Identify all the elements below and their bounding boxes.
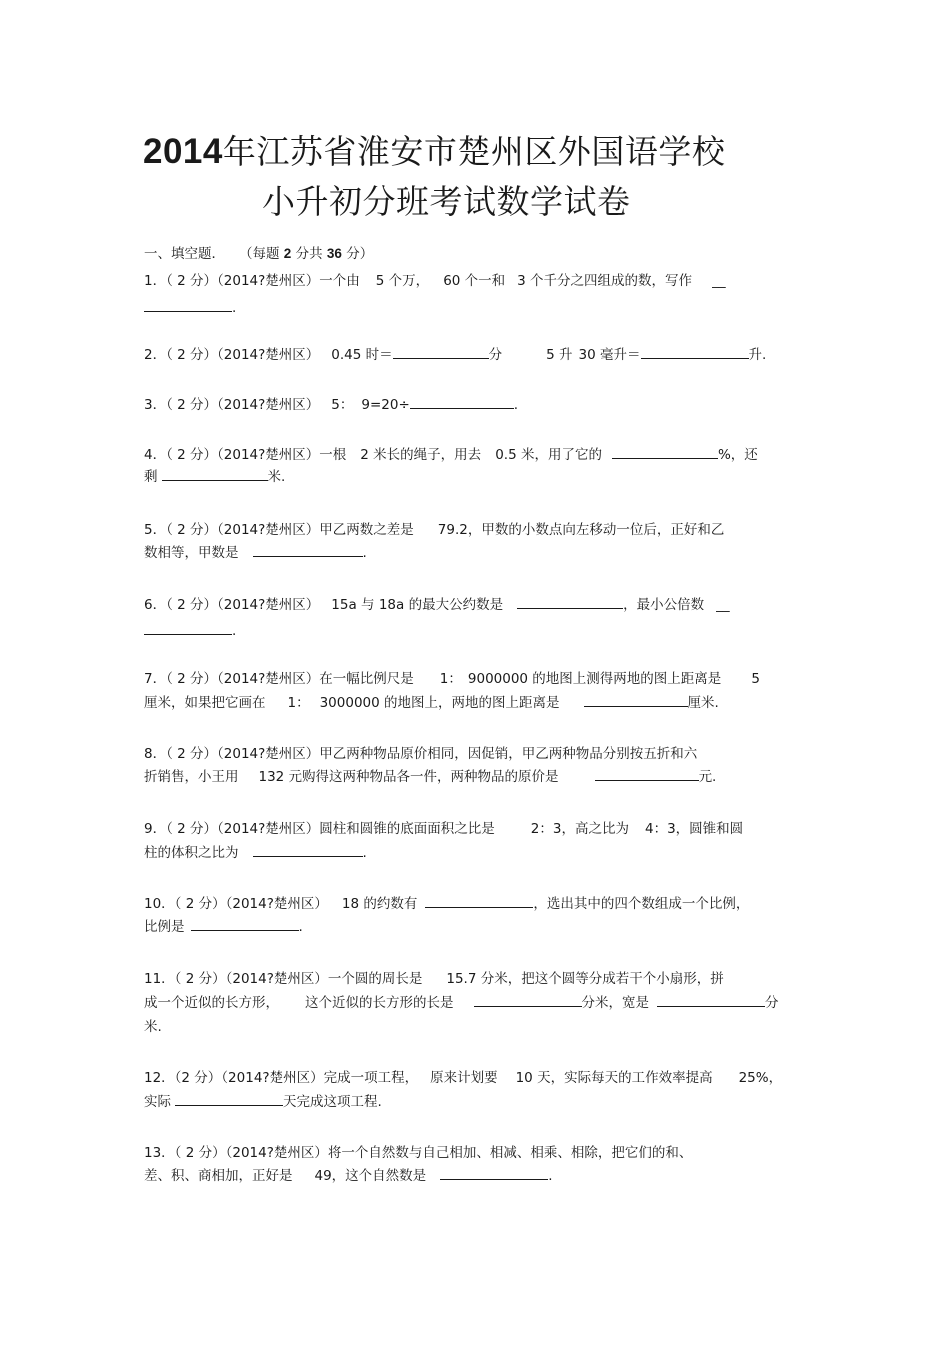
answer-blank[interactable] <box>595 768 699 781</box>
question-text: 2．（ 2 分）（2014?楚州区） <box>144 347 320 363</box>
question-text: . <box>513 397 519 413</box>
question-text: 15.7 分米，把这个圆等分成若干个小扇形，拼 <box>446 971 724 987</box>
question-text: 厘米，如果把它画在 <box>144 695 266 711</box>
question-text: 分米，宽是 <box>581 995 649 1011</box>
answer-blank[interactable] <box>612 446 718 459</box>
question-text: 5 个万， <box>375 273 430 289</box>
question-text: . <box>232 623 237 639</box>
question-text: 2：3，高之比为 <box>530 821 629 837</box>
question-12-line-1 <box>144 1069 782 1087</box>
question-text: 3．（ 2 分）（2014?楚州区） <box>144 397 320 413</box>
question-text: （每题 <box>239 246 280 262</box>
question-text: 分 <box>765 995 779 1011</box>
question-text: 这个近似的长方形的长是 <box>305 995 454 1011</box>
question-text: 8．（ 2 分）（2014?楚州区）甲乙两种物品原价相同，因促销，甲乙两种物品分别按五折和六 <box>144 746 698 762</box>
question-text: 49，这个自然数是 <box>314 1168 427 1184</box>
question-9-line-1 <box>144 820 743 838</box>
answer-blank[interactable] <box>517 596 623 609</box>
question-text: 3000000 的地图上，两地的图上距离是 <box>319 695 560 711</box>
question-9-line-2 <box>144 844 367 862</box>
question-text: 升. <box>748 347 767 363</box>
question-text: 天完成这项工程. <box>283 1094 382 1110</box>
answer-blank[interactable] <box>474 994 582 1007</box>
answer-blank[interactable] <box>657 994 765 1007</box>
question-11-line-1 <box>144 970 724 988</box>
question-text: ，最小公倍数 <box>623 597 705 613</box>
question-text: 9000000 的地图上测得两地的图上距离是 <box>467 671 722 687</box>
exam-title-line-2: 小升初分班考试数学试卷 <box>262 182 631 221</box>
question-text: __ <box>712 273 726 289</box>
question-text: 79.2，甲数的小数点向左移动一位后，正好和乙 <box>437 522 725 538</box>
question-text: 米. <box>144 1019 162 1035</box>
question-6-line-2 <box>144 622 236 640</box>
question-text: 3 个千分之四组成的数，写作 <box>517 273 693 289</box>
question-text: 差、积、商相加，正好是 <box>144 1168 293 1184</box>
question-text: %，还 <box>717 447 758 463</box>
question-text: 11．（ 2 分）（2014?楚州区）一个圆的周长是 <box>144 971 423 987</box>
answer-blank[interactable] <box>144 622 232 635</box>
question-text: 5．（ 2 分）（2014?楚州区）甲乙两数之差是 <box>144 522 414 538</box>
question-text: . <box>298 919 303 935</box>
question-3 <box>144 396 518 414</box>
question-text: 剩 <box>144 469 158 485</box>
question-6-line-1 <box>144 596 730 614</box>
question-text: 1： <box>439 671 462 687</box>
question-text: 比例是 <box>144 919 185 935</box>
question-11-line-3 <box>144 1018 162 1036</box>
question-text: 实际 <box>144 1094 171 1110</box>
question-1-line-2 <box>144 299 236 317</box>
answer-blank[interactable] <box>191 918 299 931</box>
question-text: 1．（ 2 分）（2014?楚州区）一个由 <box>144 273 360 289</box>
question-text: 一、填空题． <box>144 246 225 262</box>
question-text: 0.5 米，用了它的 <box>495 447 602 463</box>
question-text: . <box>232 300 237 316</box>
answer-blank[interactable] <box>144 299 232 312</box>
question-text: 6．（ 2 分）（2014?楚州区） <box>144 597 320 613</box>
question-text: 分） <box>346 246 374 262</box>
question-text: 2 米长的绳子，用去 <box>360 447 482 463</box>
question-text: __ <box>716 597 730 613</box>
answer-blank[interactable] <box>253 844 363 857</box>
question-text: 10．（ 2 分）（2014?楚州区） <box>144 896 328 912</box>
question-text: 厘米. <box>687 695 719 711</box>
question-7-line-2 <box>144 694 719 712</box>
question-text: 4：3，圆锥和圆 <box>644 821 744 837</box>
question-text: 0.45 时＝ <box>331 347 393 363</box>
answer-blank[interactable] <box>162 468 268 481</box>
question-5-line-1 <box>144 521 724 539</box>
question-text: 13．（ 2 分）（2014?楚州区）将一个自然数与自己相加、相减、相乘、相除，把它们的和、 <box>144 1145 693 1161</box>
question-text: 9．（ 2 分）（2014?楚州区）圆柱和圆锥的底面面积之比是 <box>144 821 495 837</box>
answer-blank[interactable] <box>641 346 749 359</box>
question-text: 米. <box>267 469 286 485</box>
question-text: 原来计划要 <box>430 1070 498 1086</box>
question-text: 元. <box>698 769 717 785</box>
question-text: 25%， <box>738 1070 783 1086</box>
answer-blank[interactable] <box>393 346 489 359</box>
answer-blank[interactable] <box>440 1167 548 1180</box>
question-text: ，选出其中的四个数组成一个比例， <box>533 896 750 912</box>
question-13-line-2 <box>144 1167 552 1185</box>
question-text: . <box>362 845 367 861</box>
question-text: 18 的约数有 <box>341 896 418 912</box>
answer-blank[interactable] <box>175 1093 283 1106</box>
answer-blank[interactable] <box>425 895 533 908</box>
question-text: 数相等，甲数是 <box>144 545 239 561</box>
question-text: 分共 <box>295 246 323 262</box>
question-text: 9=20÷ <box>361 397 410 413</box>
question-text: 5 升 <box>546 347 573 363</box>
question-7-line-1 <box>144 670 760 688</box>
question-11-line-2 <box>144 994 779 1012</box>
question-text: 7．（ 2 分）（2014?楚州区）在一幅比例尺是 <box>144 671 414 687</box>
question-text: 5： <box>331 397 354 413</box>
question-text: . <box>362 545 367 561</box>
question-8-line-1 <box>144 745 697 763</box>
question-10-line-2 <box>144 918 303 936</box>
question-text: . <box>548 1168 553 1184</box>
question-text: 1： <box>287 695 310 711</box>
question-text: 5 <box>751 671 760 687</box>
title-line-1-text: 年江苏省淮安市楚州区外国语学校 <box>222 132 726 171</box>
answer-blank[interactable] <box>253 544 363 557</box>
question-text: 成一个近似的长方形， <box>144 995 279 1011</box>
question-2 <box>144 346 766 364</box>
section-heading: 一、填空题． （每题 2 分共 36 分） <box>144 246 374 262</box>
question-1-line-1 <box>144 272 726 290</box>
question-text: 柱的体积之比为 <box>144 845 239 861</box>
question-text: 132 元购得这两种物品各一件，两种物品的原价是 <box>258 769 559 785</box>
question-text: 4．（ 2 分）（2014?楚州区）一根 <box>144 447 347 463</box>
question-text: 12．（2 分）（2014?楚州区）完成一项工程， <box>144 1070 419 1086</box>
question-5-line-2 <box>144 544 367 562</box>
question-text: 30 毫升＝ <box>578 347 641 363</box>
title-year: 2014 <box>143 132 223 171</box>
question-text: 分 <box>488 347 503 363</box>
question-text: 15a 与 18a 的最大公约数是 <box>331 597 504 613</box>
question-4-line-1 <box>144 446 758 464</box>
question-4-line-2 <box>144 468 285 486</box>
question-text: 60 个一和 <box>443 273 506 289</box>
question-10-line-1 <box>144 895 749 913</box>
question-text: 折销售，小王用 <box>144 769 239 785</box>
answer-blank[interactable] <box>410 396 514 409</box>
question-text: 10 天，实际每天的工作效率提高 <box>515 1070 713 1086</box>
question-13-line-1 <box>144 1144 692 1162</box>
exam-title-line-1 <box>143 126 725 173</box>
question-8-line-2 <box>144 768 716 786</box>
question-12-line-2 <box>144 1093 382 1111</box>
answer-blank[interactable] <box>584 694 688 707</box>
